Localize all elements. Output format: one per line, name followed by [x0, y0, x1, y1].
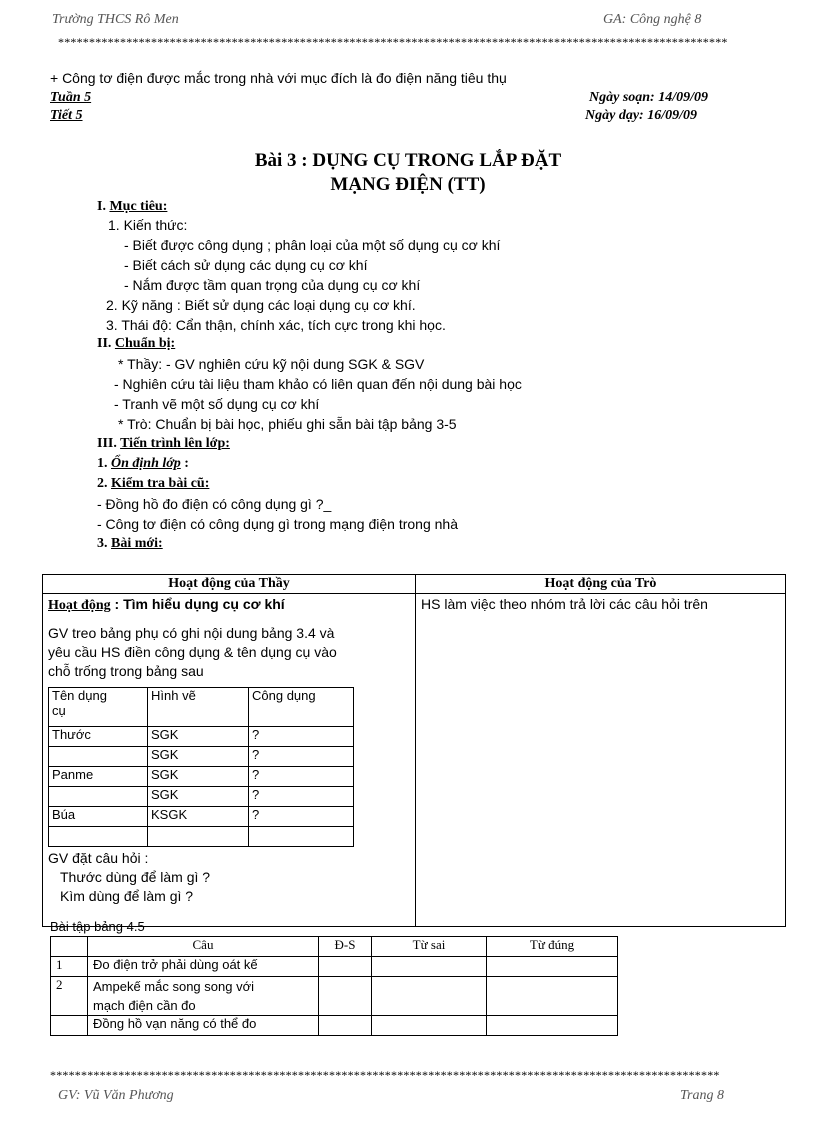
knowledge-label: 1. Kiến thức: — [108, 217, 188, 233]
teacher-cell — [43, 594, 416, 927]
table-row: Búa KSGK ? — [49, 807, 354, 827]
prep-date: Ngày soạn: 14/09/09 — [589, 90, 708, 105]
exercise-table — [50, 936, 618, 1036]
table-row: 2 Ampekế mắc song song với mạch điện cần đo — [51, 977, 618, 1016]
lesson-title-1: Bài 3 : DỤNG CỤ TRONG LẮP ĐẶT — [254, 150, 562, 171]
week-label: Tuần 5 — [50, 90, 92, 105]
activity-title: Hoạt động : Tìm hiểu dụng cụ cơ khí — [48, 596, 285, 613]
col-student-header: Hoạt động của Trò — [416, 575, 786, 594]
process-heading: III. Tiến trình lên lớp: — [97, 436, 230, 451]
tool-header-use: Công dụng — [249, 688, 354, 727]
exercise-caption: Bài tập bảng 4.5 — [50, 919, 145, 934]
footer-page: Trang 8 — [680, 1088, 724, 1103]
student-cell: HS làm việc theo nhóm trả lời các câu hỏi trên — [416, 594, 786, 927]
exercise-header-ds: Đ-S — [319, 937, 372, 957]
exercise-header-wrong: Từ sai — [372, 937, 487, 957]
review-question-2: - Công tơ điện có công dụng gì trong mạng điện trong nhà — [97, 516, 458, 532]
exercise-header-right: Từ đúng — [487, 937, 618, 957]
attitude-line: 3. Thái độ: Cẩn thận, chính xác, tích cực trong khi học. — [106, 317, 446, 333]
table-row: SGK ? — [49, 787, 354, 807]
activity-table — [42, 574, 786, 927]
exercise-header-question: Câu — [88, 937, 319, 957]
footer-divider: ************************************************************************************************************ — [50, 1068, 720, 1082]
table-row: 1 Đo điện trở phải dùng oát kế — [51, 957, 618, 977]
header-divider: ************************************************************************************************************ — [58, 35, 728, 49]
teacher-questions: GV đặt câu hỏi : Thước dùng để làm gì ? Kìm dùng để làm gì ? — [48, 850, 211, 904]
lesson-title-2: MẠNG ĐIỆN (TT) — [330, 174, 486, 195]
tool-header-drawing: Hình vẽ — [148, 688, 249, 727]
teach-date: Ngày dạy: 16/09/09 — [585, 108, 697, 123]
header-school: Trường THCS Rô Men — [52, 12, 179, 27]
knowledge-item-1: - Biết được công dụng ; phân loại của một số dụng cụ cơ khí — [124, 237, 501, 253]
knowledge-item-2: - Biết cách sử dụng các dụng cụ cơ khí — [124, 257, 368, 273]
step-2: 2. Kiểm tra bài cũ: — [97, 476, 210, 491]
prep-student: * Trò: Chuẩn bị bài học, phiếu ghi sẵn bài tập bảng 3-5 — [118, 416, 457, 432]
period-label: Tiết 5 — [50, 108, 83, 123]
header-subject: GA: Công nghệ 8 — [603, 12, 702, 27]
step-1: 1. Ổn định lớp : — [97, 456, 189, 471]
table-row: Panme SGK ? — [49, 767, 354, 787]
step-3: 3. Bài mới: — [97, 536, 163, 551]
table-row: Thước SGK ? — [49, 727, 354, 747]
tool-header-name: Tên dụng cụ — [49, 688, 148, 727]
prep-heading: II. Chuẩn bị: — [97, 336, 176, 351]
footer-teacher: GV: Vũ Văn Phương — [58, 1088, 174, 1103]
review-question-1: - Đồng hồ đo điện có công dụng gì ?_ — [97, 496, 332, 512]
tool-table — [48, 687, 354, 847]
intro-line: + Công tơ điện được mắc trong nhà với mục đích là đo điện năng tiêu thụ — [50, 70, 507, 86]
objectives-heading: I. Mục tiêu: — [97, 199, 168, 214]
prep-research: - Nghiên cứu tài liệu tham khảo có liên quan đến nội dung bài học — [114, 376, 522, 392]
col-teacher-header: Hoạt động của Thầy — [43, 575, 416, 594]
prep-teacher: * Thầy: - GV nghiên cứu kỹ nội dung SGK & SGV — [118, 356, 425, 372]
knowledge-item-3: - Nắm được tầm quan trọng của dụng cụ cơ khí — [124, 277, 421, 293]
table-row: Đồng hồ vạn năng có thể đo — [51, 1016, 618, 1036]
table-row — [49, 827, 354, 847]
prep-drawings: - Tranh vẽ một số dụng cụ cơ khí — [114, 396, 320, 412]
table-row: SGK ? — [49, 747, 354, 767]
teacher-instructions: GV treo bảng phụ có ghi nội dung bảng 3.4 và yêu cầu HS điền công dụng & tên dụng cụ vào chỗ trống trong bảng sau — [48, 625, 337, 679]
skill-line: 2. Kỹ năng : Biết sử dụng các loại dụng cụ cơ khí. — [106, 297, 416, 313]
